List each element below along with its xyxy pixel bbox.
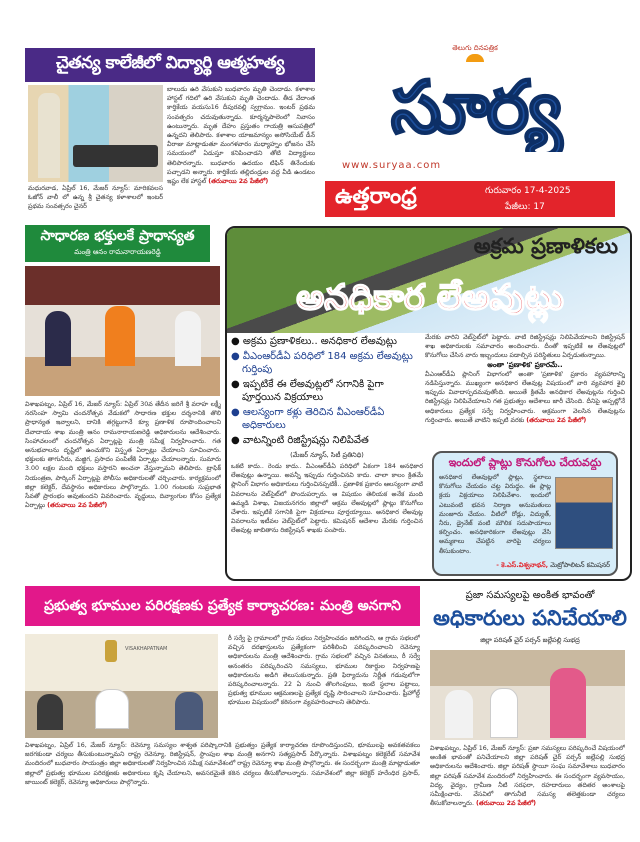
lead-bullet: ● అక్రమ ప్రణాళికలు.. అనధికార లేఅవుట్లు [231, 336, 397, 347]
commissioner-photo [555, 477, 613, 549]
emblem-icon [105, 640, 117, 662]
lead-subhead: అంతా 'ప్రణాళిక' ప్రకారమే.. [487, 360, 563, 369]
story2-subhead: మంత్రి ఆనం రామనారాయణరెడ్డి [74, 248, 161, 256]
lead-bullet: ● ఇప్పటికే ఈ లేఅవుట్లలో సగానికి పైగా పూర్తయిన విక్రయాలు [231, 379, 384, 403]
police-officer-figure [38, 93, 60, 178]
story2-photo [25, 266, 220, 396]
sidebox [432, 451, 618, 576]
sun-icon [466, 54, 484, 62]
person-figure [45, 311, 71, 366]
person-figure [445, 690, 473, 738]
minister-figure [95, 689, 129, 729]
story4-subhead: జిల్లా పరిషత్ చైర్ పర్సన్ జల్లేపల్లి సుభద్ర [480, 636, 580, 644]
story2-header [25, 225, 210, 262]
chairperson-figure [550, 668, 586, 738]
story4-continued[interactable]: (తరువాయి 2వ పేజీలో) [475, 800, 537, 808]
lead-bullet: ● వీఎంఆర్‌డీఏ పరిధిలో 184 అక్రమ లేఅవుట్లు గుర్తింపు [231, 351, 413, 375]
minister-figure [105, 306, 135, 366]
story4-headline: అధికారులు పనిచేయాలి [433, 606, 627, 630]
lead-body-left: ఒకటి కాదు.. రెండు కాదు.. వీఎంఆర్‌డీఏ పరిధిలో ఏకంగా 184 అనధికార లేఅవుట్లు ఉన్నాయి. అవన్నీ ఇప్పుడు గుర్తించినవి కాదు. చాలా కాలం క్రితమే ప్లానింగ్ విభాగం అధికారులు గుర్తించినప్పటికీ.. ప్రణాళిక ప్రకారం ఆలస్యంగా వాటి వివరాలను వెబ్‌సైట్‌లో పొందుపర్చారు. ఆ విషయం తెలియక అనేక మంది ఉమ్మడి విశాఖ, విజయనగరం జిల్లాలో అక్రమ లేఅవుట్లలో ప్లాట్లు కొనుగోలు చేశారు. ఇప్పటికే సగానికి పైగా విక్రయాలు పూర్తయ్యాయి. అనధికార లేఅవుట్ల వివరాలను ఇటీవల వెబ్‌సైట్‌లో పెట్టారు. కమిషనర్ ఆదేశాల మేరకు గుర్తించిన లేఅవుట్ల జాబితాను రిజిస్ట్రేషన్ శాఖకు పంపారు. [231, 463, 423, 535]
lead-body-right-text2: వీఎంఆర్‌డీఏ ప్లానింగ్ విభాగంలో అంతా 'ప్రణాళిక' ప్రకారం వ్యవహారాన్ని నడిపిస్తున్నారు. ముఖ్యంగా అనధికార లేఅవుట్ల విషయంలో వారి వ్యవహార శైలి ఇప్పుడు వివాదాస్పదమవుతోంది. అయితే క్రితమే అనధికార లేఅవుట్లను గుర్తించి రిజిస్ట్రేషన్లు నిలిపివేయాలని గత ప్రభుత్వం ఆదేశాలు జారీ చేసింది. దీనిపై అప్పట్లోనే అధికారులు ప్రత్యేక సర్వే నిర్వహించారు. అక్రమంగా వెలసిన లేఅవుట్లను గుర్తించారు. అయితే వాటిని ఇప్పటి వరకు [425, 370, 625, 424]
story1-continued[interactable]: (తరువాయి 2వ పేజీలో) [208, 178, 269, 186]
edition-name: ఉత్తరాంధ్ర [335, 184, 417, 209]
story2-body [25, 400, 221, 580]
lead-headline: అనధికార లేఅవుట్లు [296, 278, 564, 318]
story2-continued[interactable]: (తరువాయి 2వ పేజీలో) [47, 502, 108, 510]
photo-label: VISAKHAPATNAM [125, 646, 168, 652]
person-figure [175, 311, 201, 366]
story3-headline: ప్రభుత్వ భూముల పరిరక్షణకు ప్రత్యేక కార్యాచరణ: మంత్రి అనగాని [25, 586, 420, 626]
story1-body [167, 85, 315, 217]
sidebox-quote: - కె.ఎస్.విశ్వనాథన్, మెట్రోపాలిటన్ కమిషనర్ [496, 561, 610, 569]
sidebox-body: అనధికార లేఅవుట్లలో ప్లాట్లు, స్థలాలు కొనుగోలు చేయడం చట్ట విరుద్ధం. ఈ ప్లాట్ల క్రయ విక్రయాలు నిలిపివేశాం. ఇందులో ఎటువంటి భవన నిర్మాణ అనుమతులు మంజూరు చేయం. వీటిలో రోడ్లు, విద్యుత్, నీరు, డ్రైనేజ్ వంటి మౌలిక సదుపాయాలు కల్పించం. అనధికారికంగా లేఅవుట్లు వేసి అమ్మకాలు చేపట్టిన వారిపై చర్యలు తీసుకుంటాం. [439, 474, 551, 555]
lead-bullet: ● వాటన్నింటి రిజిస్ట్రేషన్లు నిలిపివేత [231, 435, 369, 446]
issue-date: గురువారం 17-4-2025 [485, 186, 571, 196]
lead-kicker: అక్రమ ప్రణాళికలు [473, 234, 618, 258]
story2-headline: సాధారణ భక్తులకే ప్రాధాన్యత [40, 228, 195, 244]
story1-body-text: బాలుడు ఉరి వేసుకుని బుధవారం మృతి చెందాడు. కళాశాల హాస్టల్ గదిలో ఉరి వేసుకుని మృతి చెందాడు. తీడ వేదాంత కార్తికేయ వయసు16 దీపురవల్లి స్వగ్రామం. ఇంటర్ ప్రథమ సంవత్సరం చదువుతున్నాడు. కూర్మన్నపాలెంలో నివాసం ఉంటున్నారు. మృత దేహం ప్రస్తుతం గాయత్రి ఆసుపత్రిలో ఉన్నదని తెలిపారు. కళాశాల యాజమాన్యం అసోసియేట్ డీన్ వీరాజు మాట్లాడుతూ మంగళవారం మధ్యాహ్నం భోజనం చేసే సమయంలో ఏడుస్తూ కనిపించాడని తోటి విద్యార్థులు తెలిపారన్నారు. బుధవారం ఉదయం టిఫిన్ తినేందుకు పచ్చాడని అన్నారు. కార్తికేయ తల్లిదండ్రుల వద్ద వీడి ఉండటం ఇష్టం లేక హాస్టల్ [167, 86, 315, 186]
person-figure [37, 694, 63, 730]
sidebox-headline: ఇందులో ప్లాట్లు కొనుగోలు చేయవద్దు [448, 456, 602, 469]
person-figure [175, 692, 203, 730]
story4-photo [430, 650, 625, 740]
logo-text: సూర్య [390, 65, 560, 149]
lead-left-column [231, 335, 423, 579]
story1-caption: మధురవాడ, ఏప్రిల్ 16, మేజర్ న్యూస్: మారికవలస ఓజోన్ వాలీ లో ఉన్న శ్రీ చైతన్య కళాశాలలో ఇంటర్ ప్రథమ సంవత్సరం చైనర్ [28, 185, 163, 211]
hospital-bed [73, 145, 158, 167]
story3-body-bottom: విశాఖపట్నం, ఏప్రిల్ 16, మేజర్ న్యూస్: రెవెన్యూ సమస్యల శాశ్వత పరిష్కారానికి ప్రభుత్వం ప్రత్యేక కార్యాచరణ రూపొందిస్తుందని, భూములపై అవకతవకలు జరగకుండా చర్యలు తీసుకుంటున్నామని రాష్ట్ర రెవెన్యూ, రిజిస్ట్రేషన్, స్టాంపుల శాఖ మంత్రి అనగాని సత్యప్రసాద్ పేర్కొన్నారు. విశాఖపట్నం కలెక్టరేట్ సమావేశ మందిరంలో బుధవారం సాయంత్రం జిల్లా అధికారులతో నిర్వహించిన సమీక్ష సమావేశంలో రాష్ట్ర రెవెన్యూ శాఖ మంత్రి పాల్గొన్నారు. ఈ సందర్భంగా మంత్రి మాట్లాడుతూ జిల్లాలో ప్రభుత్వ భూముల పరిరక్షణకు అధికారులు కృషి చేయాలని, అవసరమైతే కఠిన చర్యలు తీసుకోవాలన్నారు. సమావేశంలో జిల్లా కలెక్టర్ హరేంధిర ప్రసాద్, జాయింట్ కలెక్టర్, రెవెన్యూ అధికారులు పాల్గొన్నారు. [25, 742, 420, 786]
story4-body [430, 744, 625, 836]
lead-body-right [425, 333, 625, 448]
lead-byline: (మేజర్ న్యూస్, సిటీ ప్రతినిధి) [290, 451, 364, 459]
lead-bullets [231, 335, 423, 449]
lead-continued[interactable]: (తరువాయి 2వ పేజీలో) [526, 416, 587, 424]
lead-bullet: ● ఆలస్యంగా కళ్లు తెరిచిన వీఎంఆర్‌డీఏ అధికారులు [231, 407, 385, 431]
story1-photo [28, 85, 163, 182]
lead-body-right-text: మేరకు వారిని వెబ్‌సైట్‌లో పెట్టారు. వాటి రిజిస్ట్రేషన్లు నిలిపివేయాలని రిజిస్ట్రేషన్ శాఖ అధికారులకు సమాచారం అందించారు. దీంతో ఇప్పటికే ఆ లేఅవుట్లలో కొనుగోలు చేసిన వారు ఇబ్బందులు పడాల్సిన పరిస్థితులు ఏర్పడుతున్నాయి. [425, 334, 625, 360]
story3-body-top: రీ సర్వే పై గ్రామాలలో గ్రామ సభలు నిర్వహించడం జరిగిందని, ఆ గ్రామ సభలలో వచ్చిన దరఖాస్తులను ప్రత్యేకంగా పరిశీలించి పరిష్కరించాలని రెవెన్యూ అధికారులను మంత్రి ఆదేశించారు. గ్రామ సభలలో వచ్చిన వినతులు, రీ సర్వే అనంతరం పరిష్కరించని సమస్యలు, భూముల రికార్డుల నిర్వహణపై అధికారులను అడిగి తెలుసుకున్నారు. ప్రతి ఫిర్యాదును నిర్ణీత గడువులోగా పరిష్కరించాలన్నారు. 22 ఏ నుంచి తొలగింపులు, ఇంటి స్థలాల పట్టాలు, ప్రభుత్వ భూముల ఆక్రమణలపై ప్రత్యేక దృష్టి సారించాలని సూచించారు. ఫ్రీహోల్డ్ భూముల విషయంలో కఠినంగా వ్యవహరించాలని తెలిపారు. [228, 635, 420, 707]
story3-photo [25, 634, 218, 738]
website[interactable]: www.suryaa.com [342, 160, 442, 171]
lead-story-box [225, 226, 632, 581]
person-figure [490, 688, 518, 738]
masthead-logo [330, 40, 620, 180]
story1-headline: చైతన్య కాలేజీలో విద్యార్థి ఆత్మహత్య [25, 48, 315, 82]
page-count: పేజీలు: 17 [505, 202, 545, 212]
tagline: తెలుగు దినపత్రిక [452, 44, 498, 52]
edition-band [325, 181, 615, 217]
story2-body-text: విశాఖపట్నం, ఏప్రిల్ 16, మేజర్ న్యూస్: ఏప్రిల్ 30వ తేదీన జరిగే శ్రీ వరాహ లక్ష్మీ నరసింహ స్వామి చందనోత్సవ వేడుకలో సాధారణ భక్తుల దర్శనానికి తొలి ప్రాధాన్యత ఇవ్వాలని, దానికి తగ్గట్టుగానే క్యూ ప్రణాళిక రూపొందించాలని దేవాదాయ శాఖ మంత్రి ఆనం రామనారాయణరెడ్డి అధికారులను ఆదేశించారు. సింహాచలంలో చందనోత్సవ ఏర్పాట్లపై మంత్రి సమీక్ష నిర్వహించారు. గత అనుభవాలను దృష్టిలో ఉంచుకొని విస్తృత ఏర్పాట్లు చేయాలని సూచించారు. భక్తులకు తాగునీరు, మజ్జిగ, ప్రసాదం పంపిణీకి ఏర్పాట్లు చేయాలన్నారు. సుమారు 3.00 లక్షల మంది భక్తులు వస్తారని అంచనా వేస్తున్నామని తెలిపారు. ట్రాఫిక్ నియంత్రణ, పార్కింగ్ ఏర్పాట్లపై పోలీసు అధికారులతో చర్చించారు. కార్యక్రమంలో జిల్లా కలెక్టర్, దేవస్థానం అధికారులు పాల్గొన్నారు. 1.00 గంటలకు సుప్రభాత సేవతో ప్రారంభం అవుతుందని వివరించారు. వృద్ధులు, దివ్యాంగుల కోసం ప్రత్యేక ఏర్పాట్లు [25, 401, 221, 510]
story4-body-text: విశాఖపట్నం, ఏప్రిల్ 16, మేజర్ న్యూస్: ప్రజా సమస్యలు పరిష్కరించే విషయంలో అంకిత భావంతో పనిచేయాలని జిల్లా పరిషత్ చైర్ పర్సన్ జల్లేపల్లి సుభద్ర అధికారులను ఆదేశించారు. జిల్లా పరిషత్ స్థాయీ సంఘ సమావేశాలు బుధవారం జిల్లా పరిషత్ సమావేశ మందిరంలో నిర్వహించారు. ఈ సందర్భంగా వ్యవసాయం, విద్య, వైద్యం, గ్రామీణ నీటి సరఫరా, రహదారులు తదితర అంశాలపై సమీక్షించారు. వేసవిలో తాగునీటి సమస్య తలెత్తకుండా చర్యలు తీసుకోవాలన్నారు. [430, 745, 625, 808]
story4-kicker: ప్రజా సమస్యలపై అంకిత భావంతో [465, 590, 595, 601]
